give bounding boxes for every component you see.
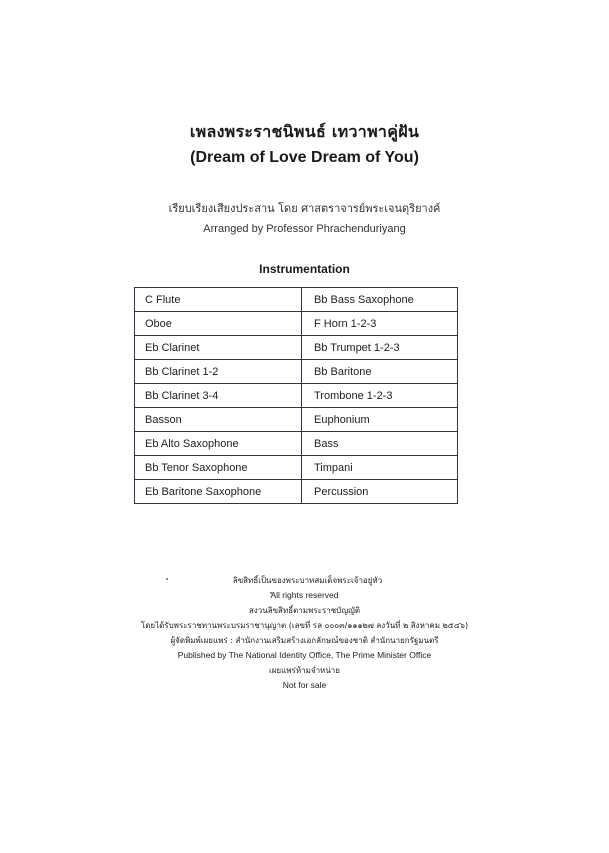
instrumentation-heading: Instrumentation	[259, 262, 350, 276]
table-row	[135, 432, 458, 456]
instrument-cell: Eb Alto Saxophone	[135, 432, 302, 456]
instrument-cell: Bb Clarinet 3-4	[135, 384, 302, 408]
instrument-cell: Bb Tenor Saxophone	[135, 456, 302, 480]
instrumentation-table	[134, 287, 458, 504]
instrument-cell: F Horn 1-2-3	[302, 312, 458, 336]
permission-thai: โดยได้รับพระราชทานพระบรมราชานุญาต (เลขที่ รล ๐๐๐๓/๑๑๑๒๗ ลงวันที่ ๒ สิงหาคม ๒๕๔๖)	[140, 621, 469, 630]
instrument-cell: Bb Baritone	[302, 360, 458, 384]
instrument-cell: Bass	[302, 432, 458, 456]
arranger-english: Arranged by Professor Phrachenduriyang	[203, 223, 406, 235]
copyright-thai: ลิขสิทธิ์เป็นของพระบาทสมเด็จพระเจ้าอยู่หัว	[232, 576, 383, 585]
instrument-cell: C Flute	[135, 288, 302, 312]
english-title: (Dream of Love Dream of You)	[190, 149, 419, 166]
reserved-thai: สงวนลิขสิทธิ์ตามพระราชบัญญัติ	[248, 606, 361, 615]
publisher-english: Published by The National Identity Office, The Prime Minister Office	[177, 650, 432, 660]
instrument-cell: Timpani	[302, 456, 458, 480]
instrument-cell: Eb Clarinet	[135, 336, 302, 360]
table-row	[135, 312, 458, 336]
table-row	[135, 360, 458, 384]
instrument-cell: Bb Bass Saxophone	[302, 288, 458, 312]
instrument-cell: Bb Clarinet 1-2	[135, 360, 302, 384]
thai-title: เพลงพระราชนิพนธ์ เทวาพาคู่ฝัน	[189, 122, 420, 141]
instrument-cell: Bb Trumpet 1-2-3	[302, 336, 458, 360]
not-for-sale-thai: เผยแพร่ห้ามจำหน่าย	[269, 666, 340, 675]
table-row	[135, 480, 458, 504]
publisher-thai: ผู้จัดพิมพ์เผยแพร่ : สำนักงานเสริมสร้างเอกลักษณ์ของชาติ สำนักนายกรัฐมนตรี	[170, 636, 439, 645]
instrument-cell: Percussion	[302, 480, 458, 504]
table-row	[135, 408, 458, 432]
table-row	[135, 288, 458, 312]
instrument-cell: Eb Baritone Saxophone	[135, 480, 302, 504]
instrument-cell: Euphonium	[302, 408, 458, 432]
table-row	[135, 384, 458, 408]
arranger-thai: เรียบเรียงเสียงประสาน โดย ศาสตราจารย์พระเจนดุริยางค์	[168, 202, 441, 215]
all-rights-reserved: All rights reserved	[270, 590, 339, 600]
instrument-cell: Oboe	[135, 312, 302, 336]
table-row	[135, 456, 458, 480]
instrument-cell: Trombone 1-2-3	[302, 384, 458, 408]
table-row	[135, 336, 458, 360]
copyright-footer	[0, 573, 609, 693]
not-for-sale-english: Not for sale	[282, 680, 327, 690]
instrument-cell: Basson	[135, 408, 302, 432]
